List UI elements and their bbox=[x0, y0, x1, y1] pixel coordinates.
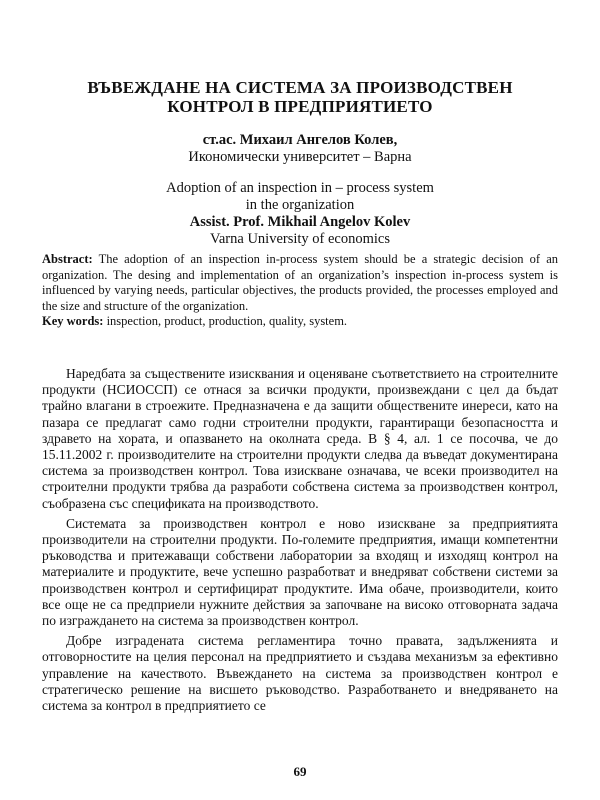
abstract-section bbox=[42, 252, 558, 330]
author-affiliation-english: Varna University of economics bbox=[210, 231, 390, 247]
body-paragraph-3: Добре изградената система регламентира точно правата, задълженията и отговорностите на целия персонал на предприятието и създава механизъм за ефективно управление на качеството. Въвеждането на система за производствен контрол е стратегическо решение на висшето ръководство. Разработването и внедряването на система за контрол в предприятието се bbox=[42, 633, 558, 714]
paper-title-line-2: КОНТРОЛ В ПРЕДПРИЯТИЕТО bbox=[167, 97, 433, 116]
paper-title bbox=[40, 78, 560, 116]
keywords-label: Key words: bbox=[42, 314, 104, 329]
english-title-line-2: in the organization bbox=[245, 197, 355, 213]
body-paragraph-2: Системата за производствен контрол е ново изискване за предприятията производители на строителни продукти. По-големите предприятия, имащи компетентни ръководства и притежаващи собствени лаборатории за входящ и изходящ контрол на материалите и продуктите, вече успешно разработват и внедряват собствени системи за производствен контрол и сертифицират продуктите. Има обаче, производители, които все още не са предприели нужните действия за започване на високо отговорната задача по изграждането на система за производствен контрол. bbox=[42, 515, 558, 629]
author-name-english: Assist. Prof. Mikhail Angelov Kolev bbox=[189, 214, 411, 230]
author-block-bulgarian bbox=[40, 132, 560, 166]
abstract-label: Abstract: bbox=[42, 252, 93, 266]
paper-title-line-1: ВЪВЕЖДАНЕ НА СИСТЕМА ЗА ПРОИЗВОДСТВЕН bbox=[87, 78, 513, 97]
english-title-block bbox=[40, 180, 560, 248]
author-name-bulgarian: ст.ас. Михаил Ангелов Колев, bbox=[202, 132, 398, 148]
body-text bbox=[42, 366, 558, 718]
english-title-line-1: Adoption of an inspection in – process system bbox=[166, 180, 434, 196]
author-affiliation-bulgarian: Икономически университет – Варна bbox=[188, 149, 412, 165]
abstract-paragraph bbox=[42, 252, 558, 314]
abstract-text: The adoption of an inspection in-process system should be a strategic decision of an organization. The desing and implementation of an organization’s inspection in-process system is influenced by varying needs, particular objectives, the products provided, the processes employed and the size and structure of the organization. bbox=[42, 252, 558, 313]
body-paragraph-1: Наредбата за съществените изисквания и оценяване съответствието на строителните продукти (НСИОССП) се отнася за всички продукти, произвеждани с цел да бъдат трайно влагани в строежите. Предназначена е да защити обществените инереси, като на пазара се предлагат само годни строителни продукти, гарантиращи безопасността и здравето на хората, и опазването на околната среда. В § 4, ал. 1 се посочва, че до 15.11.2002 г. производителите на строителни продукти следва да въведат документирана система за производствен контрол. Това изискване означава, че всеки производител на строителни продукти трябва да разработи собствена система за производствен контрол, съобразена със спецификата на производството. bbox=[42, 366, 558, 511]
keywords-text: inspection, product, production, quality, system. bbox=[103, 314, 348, 329]
page-number: 69 bbox=[293, 764, 307, 779]
keywords-paragraph bbox=[42, 314, 558, 330]
